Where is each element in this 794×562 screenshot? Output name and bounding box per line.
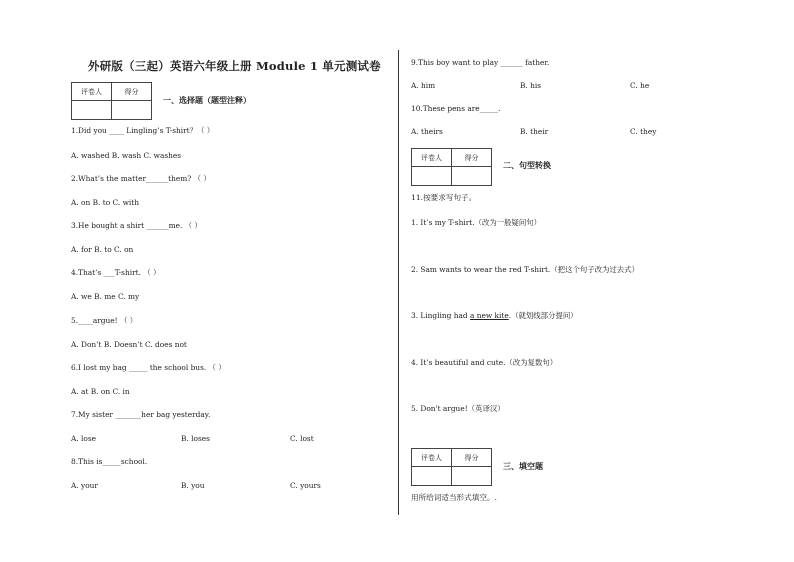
question-9-option-b: B. his [520,81,542,90]
question-5-options: A. Don’t B. Doesn’t C. does not [71,340,187,349]
score-table-1 [71,82,152,120]
question-3-options: A. for B. to C. on [71,245,134,254]
question-3: 3.He bought a shirt ______me. （ ） [71,221,202,230]
question-1-options: A. washed B. wash C. washes [71,151,182,160]
question-4-options: A. we B. me C. my [71,292,140,301]
question-9-option-c: C. he [630,81,650,90]
question-7-option-a: A. lose [71,434,97,443]
score-label: 得分 [112,83,152,101]
rewrite-1: 1. It’s my T-shirt.（改为一般疑问句） [411,218,542,227]
question-10-option-c: C. they [630,127,657,136]
fill-instruction: 用所给词适当形式填空。. [411,493,497,502]
question-10-option-b: B. their [520,127,549,136]
rewrite-4: 4. It’s beautiful and cute.（改为复数句） [411,358,558,367]
question-11: 11.按要求写句子。 [411,193,477,202]
question-8-option-b: B. you [181,481,205,490]
grader-cell[interactable] [412,167,452,186]
grader-label: 评卷人 [412,449,452,467]
question-10: 10.These pens are_____. [411,104,501,113]
question-2-options: A. on B. to C. with [71,198,140,207]
score-cell[interactable] [112,101,152,120]
question-9-option-a: A. him [411,81,436,90]
question-6-options: A. at B. on C. in [71,387,130,396]
grader-label: 评卷人 [412,149,452,167]
grader-label: 评卷人 [72,83,112,101]
question-1: 1.Did you ____ Lingling’s T-shirt？（ ） [71,126,215,135]
question-6: 6.I lost my bag _____ the school bus. （ ） [71,363,226,372]
score-table-3 [411,448,492,486]
question-8-option-a: A. your [71,481,98,490]
section-heading-2: 二、句型转换 [503,160,551,170]
rewrite-3-prefix: 3. Lingling had [411,311,470,320]
question-8: 8.This is_____school. [71,457,148,466]
rewrite-3-underlined: a new kite [469,311,509,320]
question-10-option-a: A. theirs [411,127,443,136]
question-9: 9.This boy want to play ______ father. [411,58,550,67]
question-7-option-b: B. loses [181,434,210,443]
question-2: 2.What’s the matter______them? （ ） [71,174,211,183]
question-7-option-c: C. lost [290,434,314,443]
question-8-option-c: C. yours [290,481,321,490]
rewrite-3 [411,312,578,319]
score-label: 得分 [452,149,492,167]
section-heading-1: 一、选择题（题型注释） [163,95,251,105]
section-heading-3: 三、填空题 [503,461,543,471]
score-cell[interactable] [452,467,492,486]
score-label: 得分 [452,449,492,467]
question-7: 7.My sister _______her bag yesterday. [71,410,211,419]
question-4: 4.That’s ___T-shirt. （ ） [71,268,161,277]
grader-cell[interactable] [72,101,112,120]
question-5: 5.____argue! （ ） [71,316,138,325]
score-cell[interactable] [452,167,492,186]
rewrite-2: 2. Sam wants to wear the red T-shirt.（把这个句子改为过去式） [411,265,639,274]
column-divider [398,50,399,515]
page-title: 外研版（三起）英语六年级上册 Module 1 单元测试卷 [88,59,381,73]
score-table-2 [411,148,492,186]
rewrite-3-suffix: .（就划线部分提问） [508,311,578,320]
rewrite-5: 5. Don't argue!（英译汉） [411,404,505,413]
grader-cell[interactable] [412,467,452,486]
